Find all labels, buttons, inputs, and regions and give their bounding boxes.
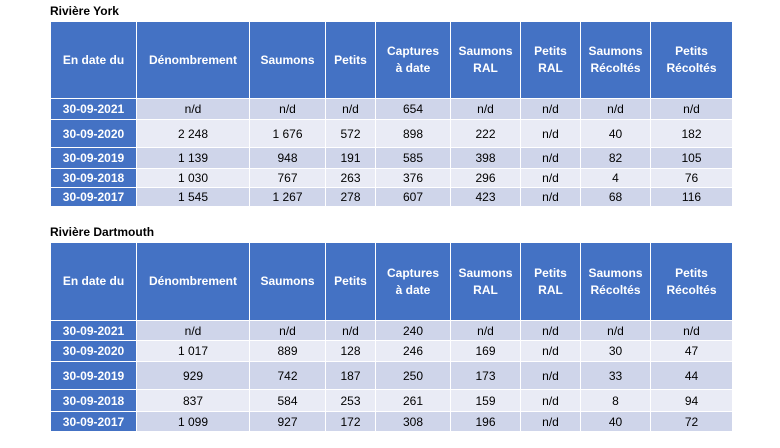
cell-petits-ral: n/d (521, 188, 581, 207)
header-row (51, 243, 733, 321)
cell-date: 30-09-2020 (51, 341, 137, 362)
cell-saumons-recoltes: 8 (581, 390, 651, 412)
header-captures-a-date: Captures à date (376, 243, 451, 321)
cell-saumons-recoltes: 33 (581, 362, 651, 390)
cell-petits-recoltes: 44 (651, 362, 733, 390)
cell-petits-ral: n/d (521, 362, 581, 390)
cell-date: 30-09-2021 (51, 321, 137, 341)
cell-date: 30-09-2019 (51, 148, 137, 169)
cell-petits: 263 (326, 169, 376, 188)
cell-date: 30-09-2019 (51, 362, 137, 390)
cell-saumons-recoltes: 40 (581, 412, 651, 432)
section-title-dartmouth: Rivière Dartmouth (50, 225, 155, 239)
cell-petits-recoltes: 72 (651, 412, 733, 432)
cell-denombrement: 929 (137, 362, 250, 390)
cell-date: 30-09-2021 (51, 99, 137, 120)
cell-captures-a-date: 246 (376, 341, 451, 362)
cell-petits: 572 (326, 120, 376, 148)
cell-date: 30-09-2017 (51, 188, 137, 207)
cell-saumons-ral: 398 (451, 148, 521, 169)
cell-petits-ral: n/d (521, 321, 581, 341)
header-row (51, 22, 733, 99)
cell-petits-recoltes: 105 (651, 148, 733, 169)
cell-saumons: 1 676 (250, 120, 326, 148)
cell-petits: 187 (326, 362, 376, 390)
table-row (51, 321, 733, 341)
cell-saumons-recoltes: n/d (581, 321, 651, 341)
table-row (51, 412, 733, 432)
header-date: En date du (51, 22, 137, 99)
header-saumons-recoltes: Saumons Récoltés (581, 22, 651, 99)
header-petits-ral: Petits RAL (521, 22, 581, 99)
cell-saumons-ral: 196 (451, 412, 521, 432)
cell-petits: 172 (326, 412, 376, 432)
cell-saumons: n/d (250, 321, 326, 341)
cell-petits: 128 (326, 341, 376, 362)
header-saumons: Saumons (250, 243, 326, 321)
cell-captures-a-date: 250 (376, 362, 451, 390)
header-petits-recoltes: Petits Récoltés (651, 22, 733, 99)
cell-captures-a-date: 607 (376, 188, 451, 207)
cell-saumons: 927 (250, 412, 326, 432)
cell-date: 30-09-2017 (51, 412, 137, 432)
header-petits: Petits (326, 22, 376, 99)
cell-saumons-recoltes: n/d (581, 99, 651, 120)
table-row (51, 148, 733, 169)
cell-saumons-ral: 159 (451, 390, 521, 412)
cell-saumons-recoltes: 4 (581, 169, 651, 188)
cell-saumons-ral: n/d (451, 99, 521, 120)
cell-petits-ral: n/d (521, 148, 581, 169)
cell-captures-a-date: 376 (376, 169, 451, 188)
cell-petits-recoltes: 116 (651, 188, 733, 207)
header-denombrement: Dénombrement (137, 22, 250, 99)
cell-date: 30-09-2018 (51, 390, 137, 412)
header-petits-ral: Petits RAL (521, 243, 581, 321)
cell-saumons-ral: 222 (451, 120, 521, 148)
cell-saumons-ral: 173 (451, 362, 521, 390)
cell-petits-ral: n/d (521, 120, 581, 148)
cell-denombrement: n/d (137, 99, 250, 120)
header-date: En date du (51, 243, 137, 321)
header-saumons-ral: Saumons RAL (451, 243, 521, 321)
cell-petits-recoltes: n/d (651, 321, 733, 341)
cell-saumons-ral: 169 (451, 341, 521, 362)
cell-denombrement: n/d (137, 321, 250, 341)
cell-saumons: 767 (250, 169, 326, 188)
cell-petits-ral: n/d (521, 99, 581, 120)
cell-petits-ral: n/d (521, 390, 581, 412)
cell-saumons: n/d (250, 99, 326, 120)
cell-petits-recoltes: 182 (651, 120, 733, 148)
cell-petits: 191 (326, 148, 376, 169)
cell-date: 30-09-2018 (51, 169, 137, 188)
cell-saumons: 889 (250, 341, 326, 362)
cell-denombrement: 1 017 (137, 341, 250, 362)
cell-denombrement: 837 (137, 390, 250, 412)
cell-denombrement: 1 139 (137, 148, 250, 169)
table-row (51, 99, 733, 120)
table-york (50, 21, 733, 207)
header-captures-a-date: Captures à date (376, 22, 451, 99)
cell-saumons-recoltes: 68 (581, 188, 651, 207)
table-row (51, 390, 733, 412)
cell-captures-a-date: 261 (376, 390, 451, 412)
cell-denombrement: 1 099 (137, 412, 250, 432)
cell-saumons-ral: n/d (451, 321, 521, 341)
cell-captures-a-date: 898 (376, 120, 451, 148)
cell-petits: n/d (326, 99, 376, 120)
cell-saumons: 584 (250, 390, 326, 412)
cell-captures-a-date: 585 (376, 148, 451, 169)
cell-petits-recoltes: n/d (651, 99, 733, 120)
header-saumons-ral: Saumons RAL (451, 22, 521, 99)
cell-saumons: 948 (250, 148, 326, 169)
cell-saumons-recoltes: 30 (581, 341, 651, 362)
header-petits: Petits (326, 243, 376, 321)
cell-saumons: 1 267 (250, 188, 326, 207)
section-title-york: Rivière York (50, 4, 119, 18)
cell-petits-recoltes: 94 (651, 390, 733, 412)
header-denombrement: Dénombrement (137, 243, 250, 321)
header-saumons-recoltes: Saumons Récoltés (581, 243, 651, 321)
cell-captures-a-date: 308 (376, 412, 451, 432)
cell-saumons-recoltes: 82 (581, 148, 651, 169)
table-dartmouth (50, 242, 733, 432)
cell-saumons-recoltes: 40 (581, 120, 651, 148)
cell-date: 30-09-2020 (51, 120, 137, 148)
cell-captures-a-date: 654 (376, 99, 451, 120)
header-petits-recoltes: Petits Récoltés (651, 243, 733, 321)
cell-saumons-ral: 296 (451, 169, 521, 188)
table-row (51, 188, 733, 207)
cell-petits: 278 (326, 188, 376, 207)
table-row (51, 341, 733, 362)
cell-denombrement: 1 030 (137, 169, 250, 188)
cell-petits-recoltes: 76 (651, 169, 733, 188)
cell-denombrement: 1 545 (137, 188, 250, 207)
cell-captures-a-date: 240 (376, 321, 451, 341)
table-row (51, 362, 733, 390)
cell-petits-ral: n/d (521, 412, 581, 432)
cell-petits: 253 (326, 390, 376, 412)
cell-petits-ral: n/d (521, 341, 581, 362)
cell-saumons-ral: 423 (451, 188, 521, 207)
cell-petits-ral: n/d (521, 169, 581, 188)
header-saumons: Saumons (250, 22, 326, 99)
cell-saumons: 742 (250, 362, 326, 390)
table-row (51, 120, 733, 148)
cell-petits: n/d (326, 321, 376, 341)
cell-petits-recoltes: 47 (651, 341, 733, 362)
table-row (51, 169, 733, 188)
cell-denombrement: 2 248 (137, 120, 250, 148)
